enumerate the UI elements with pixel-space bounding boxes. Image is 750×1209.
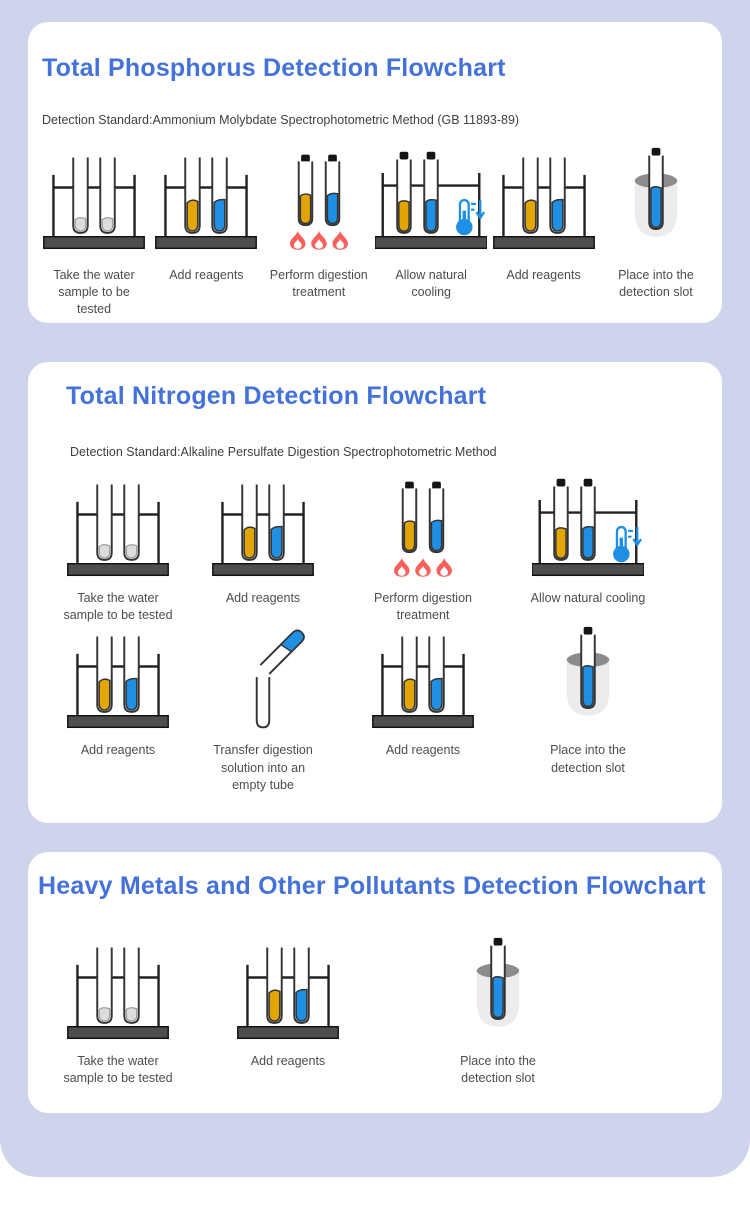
step-caption: Add reagents [385,743,461,758]
tube-detection-slot-icon [532,624,644,736]
step-detection-slot [508,624,668,794]
pour-into-empty-tube-icon [207,624,319,736]
step-take-sample [48,935,188,1088]
rack-reagent-tubes-icon [62,624,174,736]
step-caption: Add reagents [250,1053,326,1068]
step-caption: Place into the detection slot [460,1053,536,1085]
step-take-sample [42,145,146,319]
step-digestion [267,145,371,319]
rack-sample-tubes-icon [62,472,174,584]
step-take-sample [48,472,188,625]
page-title-nitrogen: Total Nitrogen Detection Flowchart [66,382,487,410]
tube-detection-slot-icon [442,935,554,1047]
phosphorus-steps-row [42,145,708,319]
step-caption: Add reagents [506,267,581,282]
step-caption: Transfer digestion solution into an empty tube [213,743,313,792]
step-caption: Add reagents [225,590,301,605]
step-detection-slot [388,935,608,1088]
rack-sample-tubes-icon [38,145,150,257]
card-heavy-metals [28,852,722,1113]
step-caption: Allow natural cooling [530,590,646,605]
rack-reagent-tubes-icon [207,472,319,584]
rack-cooling-thermometer-icon [375,145,487,257]
step-caption: Add reagents [169,267,244,282]
capped-tubes-flames-icon [367,472,479,584]
detection-standard-nitrogen: Detection Standard:Alkaline Persulfate Digestion Spectrophotometric Method [70,444,497,459]
step-caption: Perform digestion treatment [374,590,472,622]
step-caption: Allow natural cooling [395,267,467,299]
step-add-reagents [48,624,188,794]
nitrogen-steps-grid [42,472,708,794]
heavy-metals-steps-grid [38,935,712,1088]
step-caption: Take the water sample to be tested [53,267,135,317]
rack-reagent-tubes-icon [150,145,262,257]
step-digestion [338,472,508,625]
step-caption: Perform digestion treatment [269,267,368,299]
step-add-reagents [492,145,596,319]
step-add-reagents [188,472,338,625]
capped-tubes-flames-icon [263,145,375,257]
step-add-reagents [188,935,388,1088]
rack-sample-tubes-icon [62,935,174,1047]
step-cooling [379,145,483,319]
step-caption: Add reagents [80,743,156,758]
step-caption: Take the water sample to be tested [63,590,173,622]
detection-standard-phosphorus: Detection Standard:Ammonium Molybdate Spectrophotometric Method (GB 11893-89) [42,112,520,127]
rack-cooling-thermometer-icon [532,472,644,584]
step-caption: Place into the detection slot [550,743,626,775]
step-transfer-solution [188,624,338,794]
step-cooling [508,472,668,625]
step-add-reagents [154,145,258,319]
rack-reagent-tubes-icon [367,624,479,736]
step-caption: Take the water sample to be tested [63,1053,173,1085]
card-total-nitrogen [28,362,722,823]
card-total-phosphorus [28,22,722,323]
step-detection-slot [604,145,708,319]
step-add-reagents [338,624,508,794]
rack-reagent-tubes-icon [232,935,344,1047]
page-title-heavy-metals: Heavy Metals and Other Pollutants Detection Flowchart [38,872,706,900]
rack-reagent-tubes-icon [488,145,600,257]
step-caption: Place into the detection slot [618,267,694,299]
page-title-phosphorus: Total Phosphorus Detection Flowchart [42,54,506,82]
tube-detection-slot-icon [600,145,712,257]
